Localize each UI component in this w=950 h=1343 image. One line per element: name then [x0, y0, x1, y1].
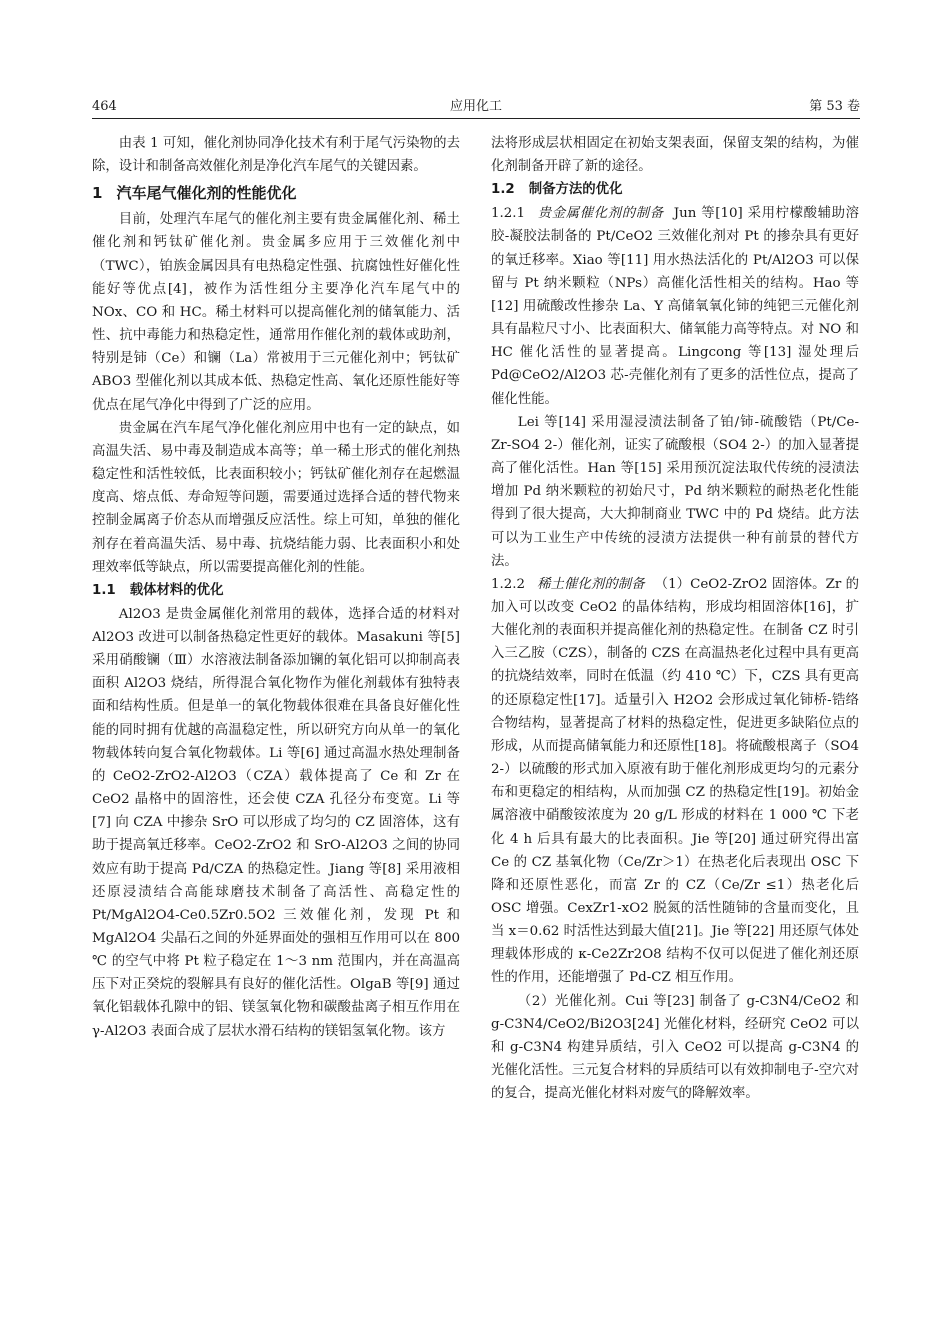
- section-number: 1.2: [491, 182, 515, 198]
- section-title: 汽车尾气催化剂的性能优化: [116, 184, 297, 203]
- subsection-title: 贵金属催化剂的制备: [537, 206, 664, 222]
- paragraph: 目前，处理汽车尾气的催化剂主要有贵金属催化剂、稀土催化剂和钙钛矿催化剂。贵金属多应用于三效催化剂中（TWC），铂族金属因具有电热稳定性强、抗腐蚀性好催化性能好等优点[4]，被作为活性组分主要净化汽车尾气中的 NOx、CO 和 HC。稀土材料可以提高催化剂的储氧能力、活性、抗中毒能力和热稳定性，通常用作催化剂的载体或助剂，特别是铈（Ce）和镧（La）常被用于三元催化剂中；钙钛矿 ABO3 型催化剂以其成本低、热稳定性高、氧化还原性能好等优点在尾气净化中得到了广泛的应用。: [92, 212, 460, 413]
- section-heading-1-2: [491, 178, 859, 202]
- subsection-title: 稀土催化剂的制备: [537, 576, 645, 592]
- section-heading-1: [92, 178, 460, 208]
- subsection-1-2-1: [491, 202, 859, 410]
- subsection-number: 1.2.2: [491, 576, 526, 592]
- section-heading-1-1: [92, 579, 460, 603]
- subsection-1-2-2: [491, 573, 859, 990]
- volume-label: 第 53 卷: [809, 99, 860, 114]
- paragraph-run: Jun 等[10] 采用柠檬酸辅助溶胶-凝胶法制备的 Pt/CeO2 三效催化剂对 Pt 的掺杂具有更好的氧迁移率。Xiao 等[11] 用水热法活化的 Pt/Al2O3 可以保留与 Pt 纳米颗粒（NPs）高催化活性相关的结构。Hao 等[12] 用硫酸改性掺杂 La、Y 高储氧氧化铈的纯钯三元催化剂具有晶粒尺寸小、比表面积大、储氧能力高等特点。对 NO 和 HC 催化活性的显著提高。Lingcong 等[13] 湿处理后 Pd@CeO2/Al2O3 芯-壳催化剂有了更多的活性位点，提高了催化性能。: [491, 206, 859, 407]
- paragraph: Al2O3 是贵金属催化剂常用的载体，选择合适的材料对 Al2O3 改进可以制备热稳定性更好的载体。Masakuni 等[5] 采用硝酸镧（Ⅲ）水溶液法制备添加镧的氧化铝可以抑制高表面积 Al2O3 烧结，所得混合氧化物作为催化剂载体有独特表面和结构性质。但是单一的氧化物载体很难在具备良好催化性能的同时拥有优越的高温稳定性，所以研究方向从单一的氧化物载体转向复合氧化物载体。Li 等[6] 通过高温水热处理制备的 CeO2-ZrO2-Al2O3（CZA）载体提高了 Ce 和 Zr 在 CeO2 晶格中的固溶性，还会使 CZA 孔径分布变宽。Li 等[7] 向 CZA 中掺杂 SrO 可以形成了均匀的 CZ 固溶体，这有助于提高氧迁移率。CeO2-ZrO2 和 SrO-Al2O3 之间的协同效应有助于提高 Pd/CZA 的热稳定性。Jiang 等[8] 采用液相还原浸渍结合高能球磨技术制备了高活性、高稳定性的 Pt/MgAl2O4-Ce0.5Zr0.5O2 三效催化剂，发现 Pt 和 MgAl2O4 尖晶石之间的外延界面处的强相互作用可以在 800 ℃ 的空气中将 Pt 粒子稳定在 1～3 nm 范围内，并在高温高压下对正癸烷的裂解具有良好的催化活性。OlgaB 等[9] 通过氧化铝载体孔隙中的铝、镁氢氧化物和碳酸盐离子相互作用在 γ-Al2O3 表面合成了层状水滑石结构的镁铝氢氧化物。该方: [92, 606, 460, 1039]
- right-column: [491, 132, 859, 1105]
- section-title: 载体材料的优化: [129, 582, 224, 598]
- section-number: 1.1: [92, 582, 116, 598]
- paragraph-run: （1）CeO2-ZrO2 固溶体。Zr 的加入可以改变 CeO2 的晶体结构，形成均相固溶体[16]，扩大催化剂的表面积并提高催化剂的热稳定性。在制备 CZ 时引入三乙胺（CZS），制备的 CZS 在高温热老化过程中具有更高的抗烧结效率，同时在低温（约 410 ℃）下，CZS 具有更高的还原稳定性[17]。适量引入 H2O2 会形成过氧化铈桥-锆络合物结构，显著提高了材料的热稳定性，促进更多缺陷位点的形成，从而提高储氧能力和还原性[18]。将硫酸根离子（SO4 2-）以硫酸的形式加入原液有助于催化剂形成更均匀的元素分布和更稳定的相结构，从而加强 CZ 的热稳定性[19]。初始金属溶液中硝酸铵浓度为 20 g/L 形成的材料在 1 000 ℃ 下老化 4 h 后具有最大的比表面积。Jie 等[20] 通过研究得出富 Ce 的 CZ 基氧化物（Ce/Zr＞1）在热老化后表现出 OSC 下降和还原性恶化，而富 Zr 的 CZ（Ce/Zr ≤1）热老化后 OSC 增强。CexZr1-xO2 脱氮的活性随铈的含量而变化，且当 x＝0.62 时活性达到最大值[21]。Jie 等[22] 用还原气体处理载体形成的 κ-Ce2Zr2O8 结构不仅可以促进了催化剂还原性的作用，还能增强了 Pd-CZ 相互作用。: [491, 576, 859, 986]
- continued-paragraph: 法将形成层状相固定在初始支架表面，保留支架的结构，为催化剂制备开辟了新的途径。: [491, 136, 859, 175]
- intro-paragraph: 由表 1 可知，催化剂协同净化技术有利于尾气污染物的去除，设计和制备高效催化剂是净化汽车尾气的关键因素。: [92, 136, 460, 175]
- page-number: 464: [92, 99, 117, 114]
- journal-name: 应用化工: [449, 99, 502, 114]
- page-header: [92, 96, 860, 119]
- subsection-number: 1.2.1: [491, 206, 526, 222]
- paragraph: （2）光催化剂。Cui 等[23] 制备了 g-C3N4/CeO2 和 g-C3N4/CeO2/Bi2O3[24] 光催化材料，经研究 CeO2 可以和 g-C3N4 构建异质结，引入 CeO2 可以提高 g-C3N4 的光催化活性。三元复合材料的异质结可以有效抑制电子-空穴对的复合，提高光催化材料对废气的降解效率。: [491, 993, 859, 1102]
- paragraph: 贵金属在汽车尾气净化催化剂应用中也有一定的缺点，如高温失活、易中毒及制造成本高等；单一稀土形式的催化剂热稳定性和活性较低，比表面积较小；钙钛矿催化剂存在起燃温度高、熔点低、寿命短等问题，需要通过选择合适的替代物来控制金属离子价态从而增强反应活性。综上可知，单独的催化剂存在着高温失活、易中毒、抗烧结能力弱、比表面积小和处理效率低等缺点，所以需要提高催化剂的性能。: [92, 420, 460, 575]
- section-title: 制备方法的优化: [528, 182, 623, 198]
- section-number: 1: [92, 184, 103, 203]
- left-column: [92, 132, 460, 1043]
- paragraph: Lei 等[14] 采用湿浸渍法制备了铂/铈-硫酸锆（Pt/Ce-Zr-SO4 2-）催化剂，证实了硫酸根（SO4 2-）的加入显著提高了催化活性。Han 等[15] 采用预沉淀法取代传统的浸渍法增加 Pd 纳米颗粒的初始尺寸，Pd 纳米颗粒的耐热老化性能得到了很大提高，大大抑制商业 TWC 中的 Pd 烧结。此方法可以为工业生产中传统的浸渍方法提供一种有前景的替代方法。: [491, 414, 859, 569]
